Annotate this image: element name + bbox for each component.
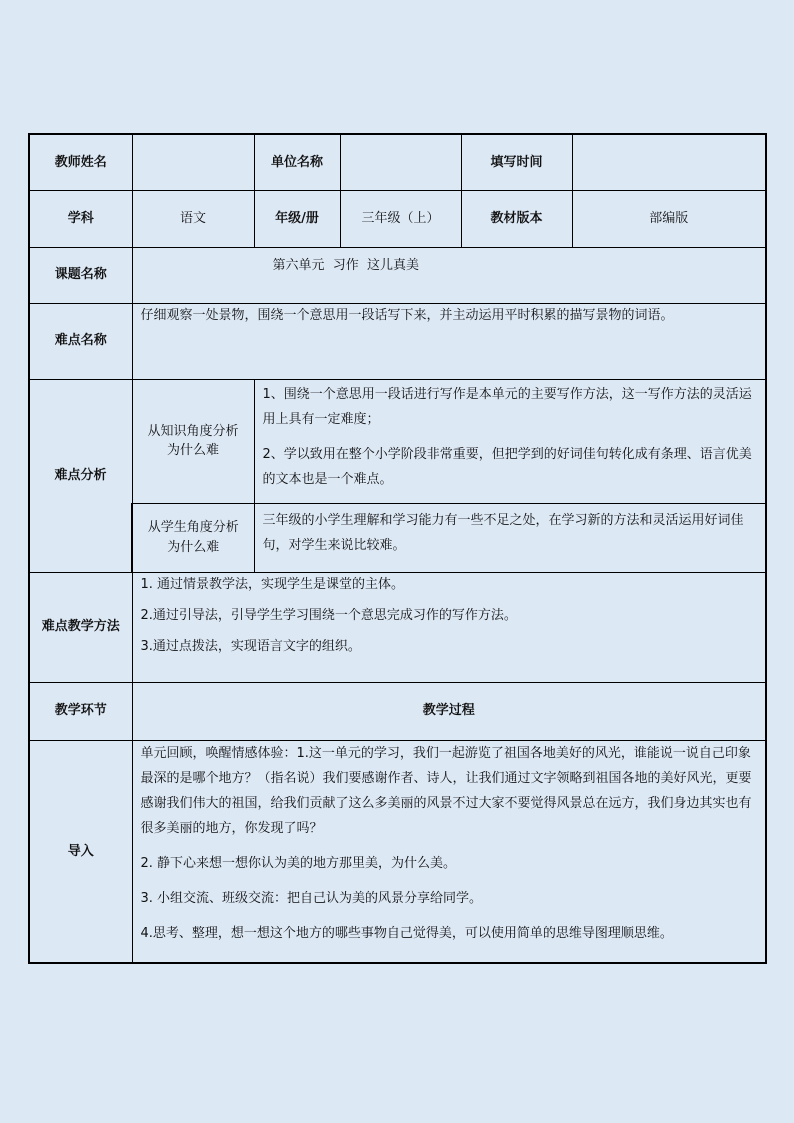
fill-time-label: 填写时间 bbox=[461, 134, 572, 190]
subject-value: 语文 bbox=[132, 190, 254, 247]
row-analysis-knowledge bbox=[29, 379, 766, 503]
row-lesson-title bbox=[29, 247, 766, 303]
lesson-title-value: 第六单元 习作 这儿真美 bbox=[132, 247, 766, 303]
knowledge-point: 1、围绕一个意思用一段话进行写作是本单元的主要写作方法，这一写作方法的灵活运用上具有一定难度； bbox=[262, 386, 752, 427]
teaching-method-label: 难点教学方法 bbox=[29, 572, 132, 682]
student-angle-text: 三年级的小学生理解和学习能力有一些不足之处，在学习新的方法和灵活运用好词佳句，对学生来说比较难。 bbox=[262, 512, 744, 553]
intro-content bbox=[132, 740, 766, 963]
row-analysis-student bbox=[29, 503, 766, 572]
row-subject-info bbox=[29, 190, 766, 247]
student-angle-content bbox=[254, 503, 766, 572]
difficulty-name-label: 难点名称 bbox=[29, 303, 132, 379]
method-item: 2.通过引导法，引导学生学习围绕一个意思完成习作的写作方法。 bbox=[140, 607, 517, 623]
teacher-name-label: 教师姓名 bbox=[29, 134, 132, 190]
teaching-process-label: 教学过程 bbox=[132, 682, 766, 740]
intro-paragraph: 2. 静下心来想一想你认为美的地方那里美，为什么美。 bbox=[140, 855, 457, 871]
intro-label: 导入 bbox=[29, 740, 132, 963]
unit-name-label: 单位名称 bbox=[254, 134, 340, 190]
intro-paragraph: 4.思考、整理，想一想这个地方的哪些事物自己觉得美，可以使用简单的思维导图理顺思维。 bbox=[140, 925, 673, 941]
row-difficulty-name bbox=[29, 303, 766, 379]
knowledge-point: 2、学以致用在整个小学阶段非常重要，但把学到的好词佳句转化成有条理、语言优美的文本也是一个难点。 bbox=[262, 446, 752, 487]
student-angle-label: 从学生角度分析为什么难 bbox=[132, 503, 254, 572]
row-intro bbox=[29, 740, 766, 963]
row-teaching-method bbox=[29, 572, 766, 682]
intro-paragraph: 单元回顾，唤醒情感体验：1.这一单元的学习，我们一起游览了祖国各地美好的风光，谁能说一说自己印象最深的是哪个地方？（指名说）我们要感谢作者、诗人，让我们通过文字领略到祖国各地的美好风光，更要感谢我们伟大的祖国，给我们贡献了这么多美丽的风景不过大家不要觉得风景总在远方，我们身边其实也有很多美丽的地方，你发现了吗？ bbox=[140, 745, 752, 836]
lesson-plan-table bbox=[28, 133, 767, 964]
row-section-header bbox=[29, 682, 766, 740]
grade-value: 三年级（上） bbox=[340, 190, 461, 247]
grade-label: 年级/册 bbox=[254, 190, 340, 247]
teacher-name-field[interactable] bbox=[132, 134, 254, 190]
intro-paragraph: 3. 小组交流、班级交流：把自己认为美的风景分享给同学。 bbox=[140, 890, 483, 906]
knowledge-angle-label: 从知识角度分析为什么难 bbox=[132, 379, 254, 503]
difficulty-analysis-label: 难点分析 bbox=[29, 379, 132, 572]
row-teacher-info bbox=[29, 134, 766, 190]
unit-name-field[interactable] bbox=[340, 134, 461, 190]
fill-time-field[interactable] bbox=[572, 134, 766, 190]
lesson-title-label: 课题名称 bbox=[29, 247, 132, 303]
knowledge-angle-content bbox=[254, 379, 766, 503]
textbook-edition-label: 教材版本 bbox=[461, 190, 572, 247]
textbook-edition-value: 部编版 bbox=[572, 190, 766, 247]
subject-label: 学科 bbox=[29, 190, 132, 247]
teaching-stage-label: 教学环节 bbox=[29, 682, 132, 740]
method-item: 3.通过点拨法，实现语言文字的组织。 bbox=[140, 638, 361, 654]
method-item: 1. 通过情景教学法，实现学生是课堂的主体。 bbox=[140, 576, 405, 592]
difficulty-name-value: 仔细观察一处景物，围绕一个意思用一段话写下来，并主动运用平时积累的描写景物的词语。 bbox=[132, 303, 766, 379]
teaching-method-content bbox=[132, 572, 766, 682]
